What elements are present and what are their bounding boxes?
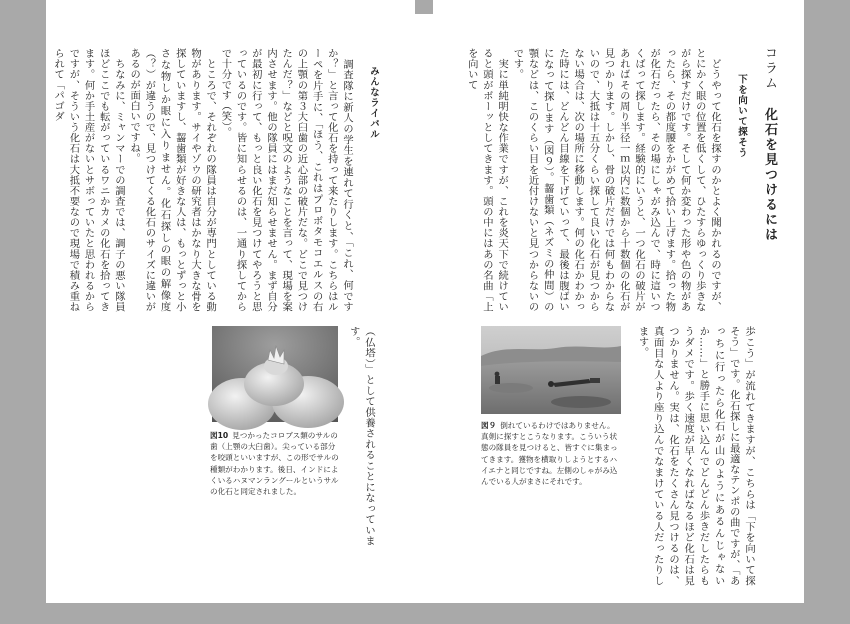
section-heading-search-down: 下を向いて探そう — [736, 74, 747, 158]
column-title-text: 化石を見つけるには — [762, 107, 777, 243]
figure-9-caption-text: 倒れているわけではありません。真剣に探すとこうなります。こういう状態の隊員を見つけると、皆すぐに集まってきます。獲物を横取りしようとするハイエナと同じですね。左側のしゃがみ込んでいる人がまさにそれです。 — [481, 421, 618, 487]
figure-10-caption — [210, 430, 340, 497]
figure-10-caption-text: 見つかったコロブス類のサルの歯（上顎の大臼歯）。尖っている部分を咬頭といいますが、この形でサルの種類がわかります。後日、インドによくいるハヌマンラングールというサルの化石と同定されました。 — [210, 431, 339, 497]
figure-9-photo — [481, 326, 621, 414]
figure-10-photo — [212, 326, 338, 422]
figure-9-caption — [481, 420, 621, 487]
section-text-search-down-cont: 歩こう」が流れてきますが、こちらは「下を向いて探そう」です。化石探しに最適なテンポの曲ですが、「あっちに行ったら化石が山のようにあるんじゃないか……」と勝手に思い込んでどんどん歩きだしたらもうダメです。歩く速度が早くなればなるほど化石は見つかりません。実は、化石をたくさん見つけるのは、真面目な人より座り込んでなまけている人だったりします。 — [636, 326, 755, 586]
figure-9-number: 図９ — [481, 421, 497, 430]
figure-10-number: 図10 — [210, 431, 229, 440]
section-text-search-down: どうやって化石を探すのかとよく聞かれるのですが、とにかく眼の位置を低くして、ひたすらゆっくり歩きながら探すだけです。そして何か変わった形や色の物があったら、その都度腰をかがめて拾い上げます。拾った物が化石だったら、その場にしゃがみ込んで、時に這いつくばって探します。経験的にいうと、一つ化石の破片があればその周り半径一ｍ以内に数個から十数個の化石が見つかります。しかし、骨の破片だけでは何もわからないので、大抵は十五分くらい探して良い化石が見つからない場合は、次の場所に移動します。何の化石かわかった時には、どんどん目線を下げていって、最後は腹ばいになって探します（図９）。齧歯類（ネズミの仲間）の顎などは、このくらい目を近付けないと見つからないのです。 実に単純明快な作業ですが、これを炎天下で続けていると頭がボーッとしてきます。頭の中にはあの名曲「上を向いて — [465, 48, 721, 312]
figure-9-image — [481, 326, 621, 414]
page-gap — [415, 0, 433, 14]
figure-10-image — [212, 326, 338, 422]
section-heading-rival: みんなライバル — [368, 66, 379, 140]
column-label: コラム — [762, 46, 777, 91]
section-text-rival-cont: （仏塔）」として供養されることになっています。 — [347, 326, 375, 546]
section-text-rival: 調査隊に新人の学生を連れて行くと、「これ、何ですか？」と言って化石を持って来たりします。こちらはルーペを片手に、「ほう、これはプロボタモコエルスの右の上顎の第３大臼歯の近心部の破片だな。どこで見つけたんだ？」などと呪文のようなことを言って、現場を案内させます。他の隊員にはまだ知らせません。まず自分が最初に行って、もっと良い化石を見つけてやろうと思っているのです。皆に知らせるのは、一通り探してからで十分です（笑）。 ところで、それぞれの隊員は自分が専門としている動物があります。サイやゾウの研究者はかなり大きな骨を探していますし、齧歯類が好きな人は、もっとずっと小さな物しか眼に入りません。化石探しの眼の解像度（？）が違うので、見つけてくる化石のサイズに違いがあるのが面白いですね。 ちなみに、ミャンマーでの調査では、調子の悪い隊員ほどここでも転がっているワニかカメの化石を拾ってきます。何か手土産がないとサボっていたと思われるからですが、そういう化石は大抵不要なので現場で積み重ねられて「パゴダ — [52, 48, 353, 312]
column-title — [760, 46, 779, 266]
